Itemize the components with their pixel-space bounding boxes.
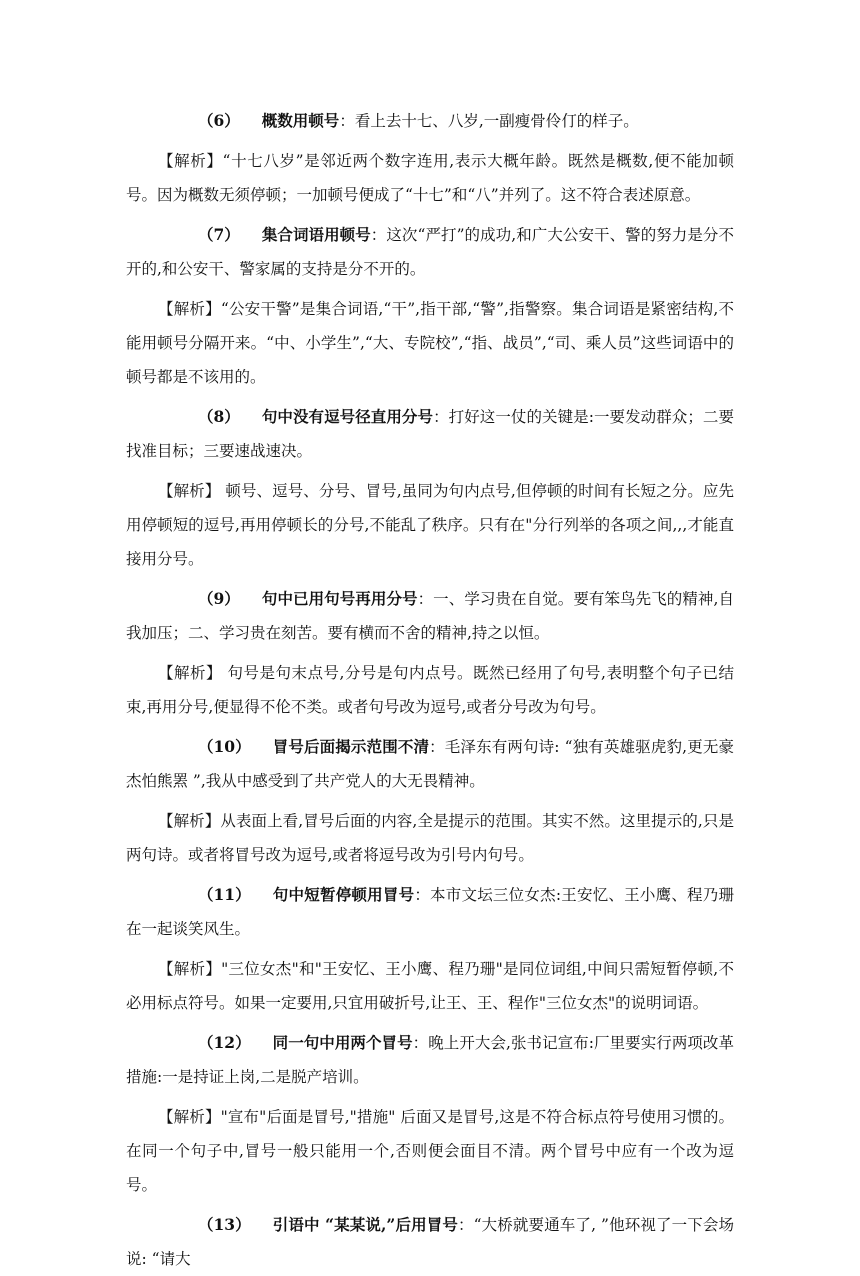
item-8	[126, 400, 734, 468]
analysis-text: 顿号、逗号、分号、冒号,虽同为句内点号,但停顿的时间有长短之分。应先用停顿短的逗号,再用停顿长的分号,不能乱了秩序。只有在"分行列举的各项之间,,,才能直接用分号。	[126, 482, 734, 568]
item-number: （10）	[198, 737, 251, 756]
analysis-text: "宣布"后面是冒号,"措施" 后面又是冒号,这是不符合标点符号使用习惯的。在同一个句子中,冒号一般只能用一个,否则便会面目不清。两个冒号中应有一个改为逗号。	[126, 1108, 734, 1194]
analysis-10	[126, 804, 734, 872]
analysis-9	[126, 656, 734, 724]
item-13	[126, 1208, 734, 1276]
analysis-tag: 【解析】	[158, 1108, 221, 1126]
item-heading: 概数用顿号	[261, 111, 340, 130]
item-example: ：“大桥就要通车了, ”他环视了一下会场说: “请大	[126, 1216, 734, 1268]
item-heading: 句中短暂停顿用冒号	[272, 885, 415, 904]
item-heading: 冒号后面揭示范围不清	[272, 737, 430, 756]
analysis-8	[126, 474, 734, 576]
analysis-text: “公安干警”是集合词语,“干”,指干部,“警”,指警察。集合词语是紧密结构,不能用顿号分隔开来。“中、小学生”,“大、专院校”,“指、战员”,“司、乘人员”这些词语中的顿号都是不该用的。	[126, 300, 734, 386]
analysis-text: “十七八岁”是邻近两个数字连用,表示大概年龄。既然是概数,便不能加顿号。因为概数无须停顿；一加顿号便成了“十七”和“八”并列了。这不符合表述原意。	[126, 152, 734, 204]
item-heading: 引语中 “某某说,”后用冒号	[272, 1215, 458, 1234]
item-example: ：晚上开大会,张书记宣布:厂里要实行两项改革措施:一是持证上岗,二是脱产培训。	[126, 1034, 734, 1086]
item-number: （7）	[198, 225, 240, 244]
item-6	[126, 104, 734, 138]
analysis-text: 从表面上看,冒号后面的内容,全是提示的范围。其实不然。这里提示的,只是两句诗。或者将冒号改为逗号,或者将逗号改为引号内句号。	[126, 812, 734, 864]
analysis-tag: 【解析】	[158, 960, 222, 978]
analysis-tag: 【解析】	[158, 812, 221, 830]
item-example: ：看上去十七、八岁,一副瘦骨伶仃的样子。	[339, 112, 639, 130]
item-12	[126, 1026, 734, 1094]
item-7	[126, 218, 734, 286]
analysis-tag: 【解析】	[158, 152, 223, 170]
analysis-11	[126, 952, 734, 1020]
item-number: （12）	[198, 1033, 251, 1052]
analysis-7	[126, 292, 734, 394]
item-number: （8）	[198, 407, 240, 426]
analysis-tag: 【解析】	[158, 664, 223, 682]
item-10	[126, 730, 734, 798]
analysis-text: "三位女杰"和"王安忆、王小鹰、程乃珊"是同位词组,中间只需短暂停顿,不必用标点符号。如果一定要用,只宜用破折号,让王、王、程作"三位女杰"的说明词语。	[126, 960, 734, 1012]
item-example: ：打好这一仗的关键是:一要发动群众；二要找准目标；三要速战速决。	[126, 408, 734, 460]
analysis-tag: 【解析】	[158, 300, 221, 318]
item-example: ：一、学习贵在自觉。要有笨鸟先飞的精神,自我加压；二、学习贵在刻苦。要有横而不舍的精神,持之以恒。	[126, 590, 734, 642]
analysis-12	[126, 1100, 734, 1202]
analysis-tag: 【解析】	[158, 482, 221, 500]
item-11	[126, 878, 734, 946]
item-example: ：毛泽东有两句诗: “独有英雄驱虎豹,更无豪杰怕熊罴 ”,我从中感受到了共产党人的大无畏精神。	[126, 738, 734, 790]
item-9	[126, 582, 734, 650]
item-number: （11）	[198, 885, 251, 904]
item-heading: 句中已用句号再用分号	[261, 589, 418, 608]
analysis-text: 句号是句末点号,分号是句内点号。既然已经用了句号,表明整个句子已结束,再用分号,便显得不伦不类。或者句号改为逗号,或者分号改为句号。	[126, 664, 734, 716]
item-heading: 集合词语用顿号	[261, 225, 371, 244]
item-heading: 同一句中用两个冒号	[272, 1033, 413, 1052]
analysis-6	[126, 144, 734, 212]
item-number: （6）	[198, 111, 240, 130]
item-example: ：这次“严打”的成功,和广大公安干、警的努力是分不开的,和公安干、警家属的支持是分不开的。	[126, 226, 734, 278]
item-number: （13）	[198, 1215, 251, 1234]
item-example: ：本市文坛三位女杰:王安忆、王小鹰、程乃珊在一起谈笑风生。	[126, 886, 734, 938]
item-number: （9）	[198, 589, 240, 608]
item-heading: 句中没有逗号径直用分号	[261, 407, 434, 426]
